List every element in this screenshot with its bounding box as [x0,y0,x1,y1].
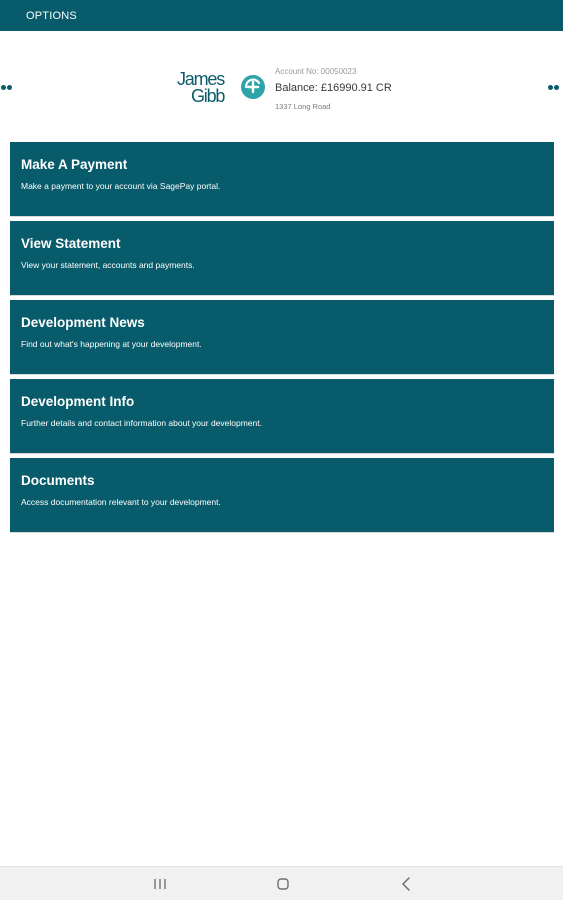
next-account-dots-icon[interactable] [548,84,562,92]
view-statement-card[interactable] [10,221,554,296]
logo-word-1: James [177,69,225,89]
development-info-card[interactable] [10,379,554,454]
top-app-bar [0,0,563,31]
account-number: Account No: 00050023 [275,67,357,76]
card-title: Development Info [21,394,135,409]
account-balance: Balance: £16990.91 CR [275,82,392,94]
card-description: Find out what's happening at your development. [21,339,202,349]
documents-card[interactable] [10,458,554,533]
make-payment-card[interactable] [10,142,554,217]
plus-circle-icon [240,74,266,100]
home-icon[interactable] [273,875,293,893]
card-description: Access documentation relevant to your development. [21,497,221,507]
options-menu-button[interactable]: OPTIONS [26,10,77,22]
previous-account-dots-icon[interactable] [1,84,15,92]
card-title: Make A Payment [21,157,128,172]
back-icon[interactable] [396,875,416,893]
card-title: Documents [21,473,95,488]
recents-icon[interactable] [150,875,170,893]
development-news-card[interactable] [10,300,554,375]
card-title: Development News [21,315,145,330]
card-description: View your statement, accounts and payments. [21,260,195,270]
card-description: Further details and contact information about your development. [21,418,262,428]
property-address: 1337 Long Road [275,102,331,111]
system-navigation-bar [0,866,563,900]
james-gibb-logo [176,70,268,110]
logo-word-2: Gibb [191,86,225,106]
card-title: View Statement [21,236,121,251]
card-description: Make a payment to your account via SagePay portal. [21,181,221,191]
